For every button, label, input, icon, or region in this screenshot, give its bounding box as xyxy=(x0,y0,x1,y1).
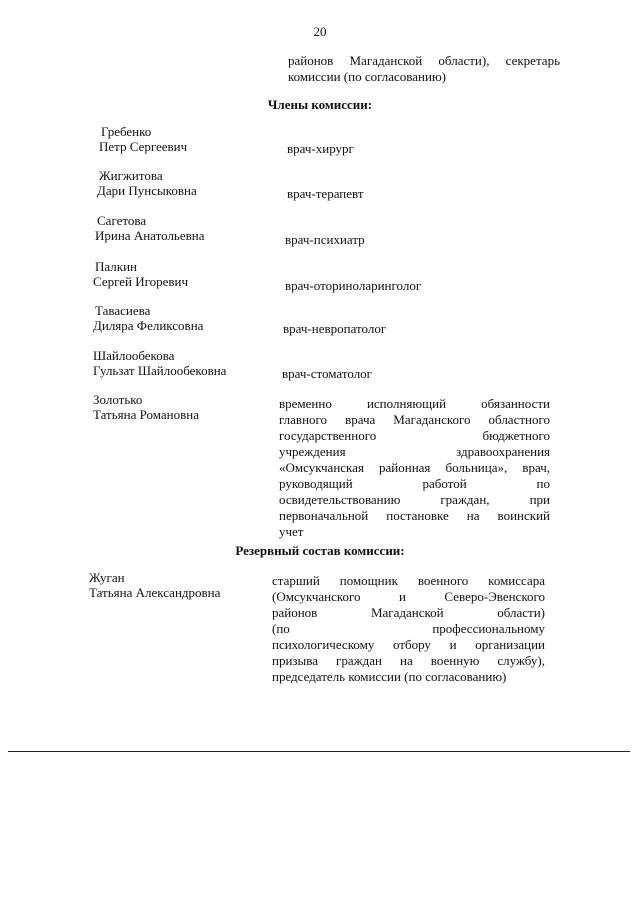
role-line: «Омсукчанская районная больница», врач, xyxy=(279,460,550,475)
member-role: врач-стоматолог xyxy=(282,366,373,381)
member-name: Татьяна Романовна xyxy=(93,407,200,422)
role-line: руководящий работой по xyxy=(279,476,550,491)
member-name: Петр Сергеевич xyxy=(99,139,188,154)
member-name: Дари Пунсыковна xyxy=(97,183,197,198)
role-line: освидетельствованию граждан, при xyxy=(279,492,550,507)
member-surname: Золотько xyxy=(93,392,143,407)
member-surname: Тавасиева xyxy=(95,303,151,318)
member-surname: Палкин xyxy=(95,259,137,274)
role-line: (по профессиональному xyxy=(272,621,545,636)
member-name: Гульзат Шайлообековна xyxy=(93,363,227,378)
reserve-surname: Жуган xyxy=(89,570,125,585)
member-surname: Гребенко xyxy=(101,124,152,139)
role-line: председатель комиссии (по согласованию) xyxy=(272,669,507,684)
reserve-heading: Резервный состав комиссии: xyxy=(235,543,405,558)
role-line: временно исполняющий обязанности xyxy=(279,396,550,411)
intro-line: комиссии (по согласованию) xyxy=(288,69,446,84)
reserve-name: Татьяна Александровна xyxy=(89,585,221,600)
member-surname: Шайлообекова xyxy=(93,348,175,363)
role-line: районов Магаданской области) xyxy=(272,605,545,620)
member-role: врач-терапевт xyxy=(287,186,364,201)
member-role xyxy=(279,396,550,540)
role-line: учет xyxy=(279,524,304,539)
member-surname: Сагетова xyxy=(97,213,147,228)
role-line: (Омсукчанского и Северо-Эвенского xyxy=(272,589,545,604)
member-role: врач-невропатолог xyxy=(283,321,387,336)
reserve-role xyxy=(272,573,545,685)
role-line: психологическому отбору и организации xyxy=(272,637,545,652)
role-line: призыва граждан на военную службу), xyxy=(272,653,545,668)
member-role: врач-хирург xyxy=(287,141,354,156)
member-name: Сергей Игоревич xyxy=(93,274,189,289)
role-line: главного врача Магаданского областного xyxy=(279,412,550,427)
role-line: государственного бюджетного xyxy=(279,428,550,443)
role-line: старший помощник военного комиссара xyxy=(272,573,545,588)
role-line: учреждения здравоохранения xyxy=(279,444,550,459)
member-name: Ирина Анатольевна xyxy=(95,228,205,243)
members-heading: Члены комиссии: xyxy=(267,97,373,112)
member-surname: Жигжитова xyxy=(99,168,163,183)
member-role: врач-оториноларинголог xyxy=(285,278,422,293)
intro-text xyxy=(288,53,560,85)
member-name: Диляра Феликсовна xyxy=(93,318,204,333)
footer-divider xyxy=(8,751,630,752)
role-line: первоначальной постановке на воинский xyxy=(279,508,550,523)
intro-line: районов Магаданской области), секретарь xyxy=(288,53,560,68)
page-number: 20 xyxy=(313,24,327,39)
member-role: врач-психиатр xyxy=(285,232,365,247)
